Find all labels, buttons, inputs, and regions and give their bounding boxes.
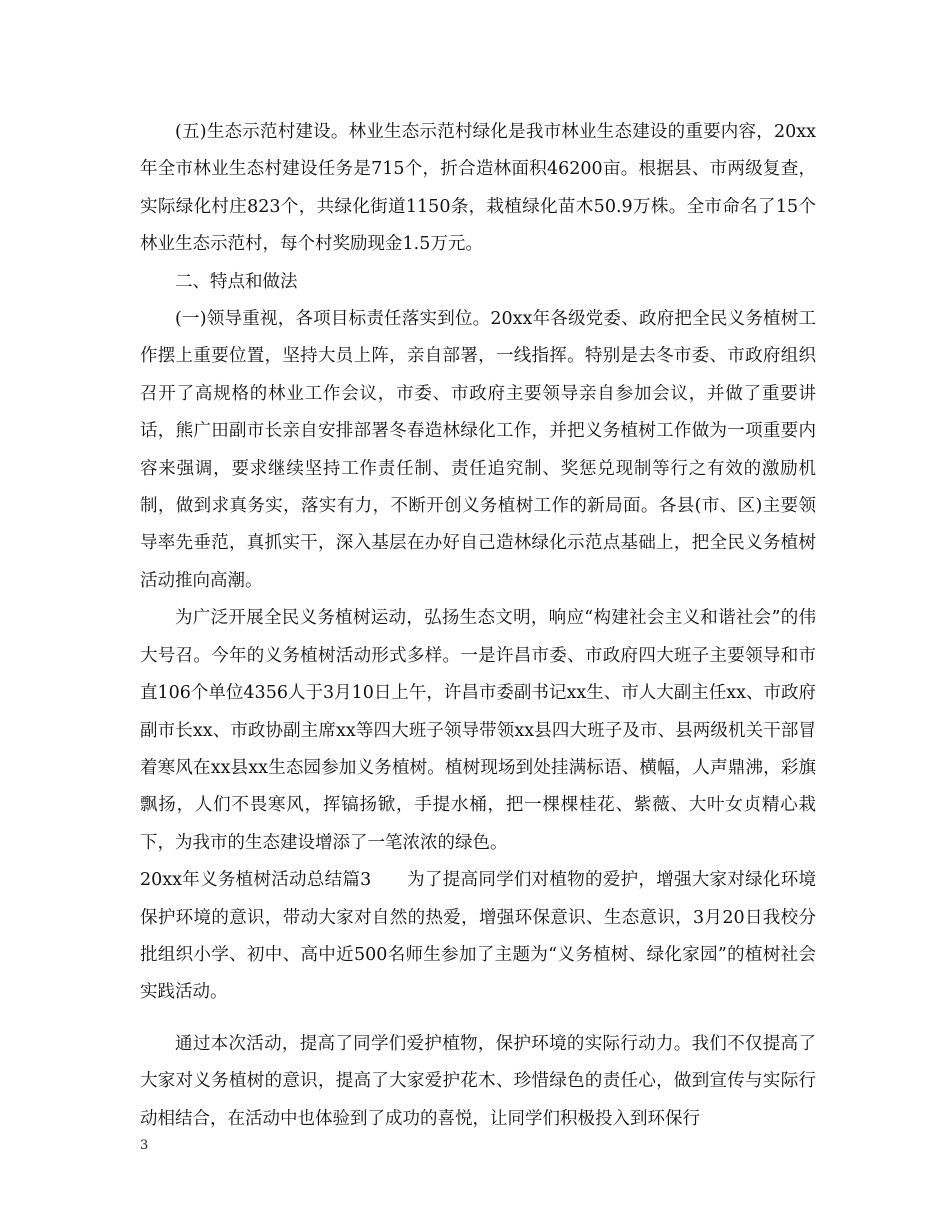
section-heading-features: 二、特点和做法 xyxy=(175,271,298,292)
paragraph-activity-results: 通过本次活动，提高了同学们爱护植物，保护环境的实际行动力。我们不仅提高了大家对义务植树的意识，提高了大家爱护花木、珍惜绿色的责任心，做到宣传与实际行动相结合，在活动中也体验到了成功的喜悦，让同学们积极投入到环保行 xyxy=(140,1033,816,1129)
paragraph-leadership: (一)领导重视，各项目标责任落实到位。20xx年各级党委、政府把全民义务植树工作摆上重要位置，坚持大员上阵，亲自部署，一线指挥。特别是去冬市委、市政府组织召开了高规格的林业工作会议，市委、市政府主要领导亲自参加会议，并做了重要讲话，熊广田副市长亲自安排部署冬春造林绿化工作，并把义务植树工作做为一项重要内容来强调，要求继续坚持工作责任制、责任追究制、奖惩兑现制等行之有效的激励机制，做到求真务实，落实有力，不断开创义务植树工作的新局面。各县(市、区)主要领导率先垂范，真抓实干，深入基层在办好自己造林绿化示范点基础上，把全民义务植树活动推向高潮。 xyxy=(140,309,816,591)
paragraph-spacer xyxy=(140,1012,816,1026)
paragraph-summary-part3: 20xx年义务植树活动总结篇3 为了提高同学们对植物的爱护，增强大家对绿化环境保护环境的意识，带动大家对自然的热爱，增强环保意识、生态意识，3月20日我校分批组织小学、初中、高中近500名师生参加了主题为“义务植树、绿化家园”的植树社会实践活动。 xyxy=(140,870,816,1003)
paragraph-tree-planting-campaign: 为广泛开展全民义务植树运动，弘扬生态文明，响应“构建社会主义和谐社会”的伟大号召。今年的义务植树活动形式多样。一是许昌市委、市政府四大班子主要领导和市直106个单位4356人于3月10日上午，许昌市委副书记xx生、市人大副主任xx、市政府副市长xx、市政协副主席xx等四大班子领导带领xx县四大班子及市、县两级机关干部冒着寒风在xx县xx生态园参加义务植树。植树现场到处挂满标语、横幅，人声鼎沸，彩旗飘扬，人们不畏寒风，挥镐扬锨，手提水桶，把一棵棵桂花、紫薇、大叶女贞精心栽下，为我市的生态建设增添了一笔浓浓的绿色。 xyxy=(140,608,816,853)
paragraph-ecological-village: (五)生态示范村建设。林业生态示范村绿化是我市林业生态建设的重要内容，20xx年全市林业生态村建设任务是715个，折合造林面积46200亩。根据县、市两级复查，实际绿化村庄823个，共绿化街道1150条，栽植绿化苗木50.9万株。全市命名了15个林业生态示范村，每个村奖励现金1.5万元。 xyxy=(140,122,816,255)
document-body xyxy=(140,114,816,1138)
page-number: 3 xyxy=(140,1138,149,1153)
